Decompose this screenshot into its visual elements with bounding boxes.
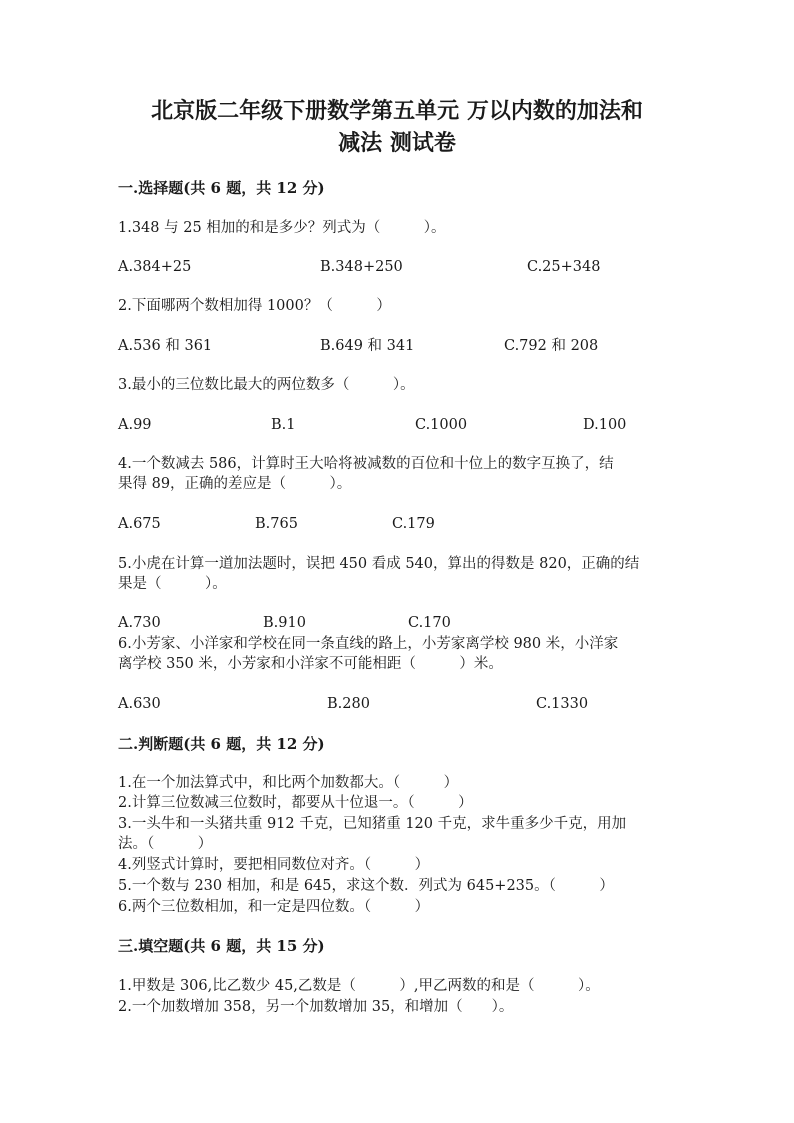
choice-option: A.630: [118, 696, 161, 712]
choice-option: C.1330: [536, 696, 589, 712]
section-heading-judge: 二.判断题(共 6 题，共 12 分): [118, 735, 325, 753]
question-stem: 离学校 350 米，小芳家和小洋家不可能相距（ ）米。: [118, 656, 503, 672]
fill-item: 1.甲数是 306,比乙数少 45,乙数是（ ）,甲乙两数的和是（ ）。: [118, 978, 600, 994]
choice-option: B.348+250: [320, 259, 403, 275]
choice-option: B.910: [263, 615, 306, 631]
page-title-line-1: 北京版二年级下册数学第五单元 万以内数的加法和: [151, 98, 643, 124]
question-stem: 果得 89，正确的差应是（ ）。: [118, 476, 352, 492]
question-stem: 1.348 与 25 相加的和是多少？列式为（ ）。: [118, 220, 446, 236]
judge-item: 法。（ ）: [118, 836, 213, 852]
judge-item: 1.在一个加法算式中，和比两个加数都大。（ ）: [118, 775, 459, 791]
choice-option: B.280: [327, 696, 370, 712]
judge-item: 4.列竖式计算时，要把相同数位对齐。（ ）: [118, 857, 430, 873]
choice-option: A.99: [118, 417, 152, 433]
fill-item: 2.一个加数增加 358，另一个加数增加 35，和增加（ ）。: [118, 999, 514, 1015]
choice-option: C.792 和 208: [504, 338, 599, 354]
question-stem: 4.一个数减去 586，计算时王大哈将被减数的百位和十位上的数字互换了，结: [118, 456, 614, 472]
judge-item: 6.两个三位数相加，和一定是四位数。（ ）: [118, 899, 430, 915]
page-title-line-2: 减法 测试卷: [338, 130, 456, 156]
choice-option: B.649 和 341: [320, 338, 415, 354]
choice-option: A.730: [118, 615, 161, 631]
choice-option: A.675: [118, 516, 161, 532]
judge-item: 5.一个数与 230 相加，和是 645，求这个数．列式为 645+235。（ ）: [118, 878, 614, 894]
choice-option: A.384+25: [118, 259, 192, 275]
question-stem: 3.最小的三位数比最大的两位数多（ ）。: [118, 377, 415, 393]
choice-option: C.170: [408, 615, 451, 631]
section-heading-fill: 三.填空题(共 6 题，共 15 分): [118, 937, 325, 955]
judge-item: 2.计算三位数减三位数时，都要从十位退一。（ ）: [118, 795, 473, 811]
choice-option: B.765: [255, 516, 298, 532]
question-stem: 5.小虎在计算一道加法题时，误把 450 看成 540，算出的得数是 820，正确的结: [118, 556, 640, 572]
choice-option: B.1: [271, 417, 296, 433]
choice-option: D.100: [583, 417, 627, 433]
question-stem: 6.小芳家、小洋家和学校在同一条直线的路上，小芳家离学校 980 米，小洋家: [118, 636, 619, 652]
choice-option: C.179: [392, 516, 435, 532]
section-heading-choice: 一.选择题(共 6 题，共 12 分): [118, 179, 325, 197]
choice-option: C.25+348: [527, 259, 601, 275]
choice-option: C.1000: [415, 417, 468, 433]
question-stem: 果是（ ）。: [118, 576, 227, 592]
choice-option: A.536 和 361: [118, 338, 213, 354]
judge-item: 3.一头牛和一头猪共重 912 千克，已知猪重 120 千克，求牛重多少千克，用加: [118, 816, 627, 832]
question-stem: 2.下面哪两个数相加得 1000？（ ）: [118, 298, 391, 314]
